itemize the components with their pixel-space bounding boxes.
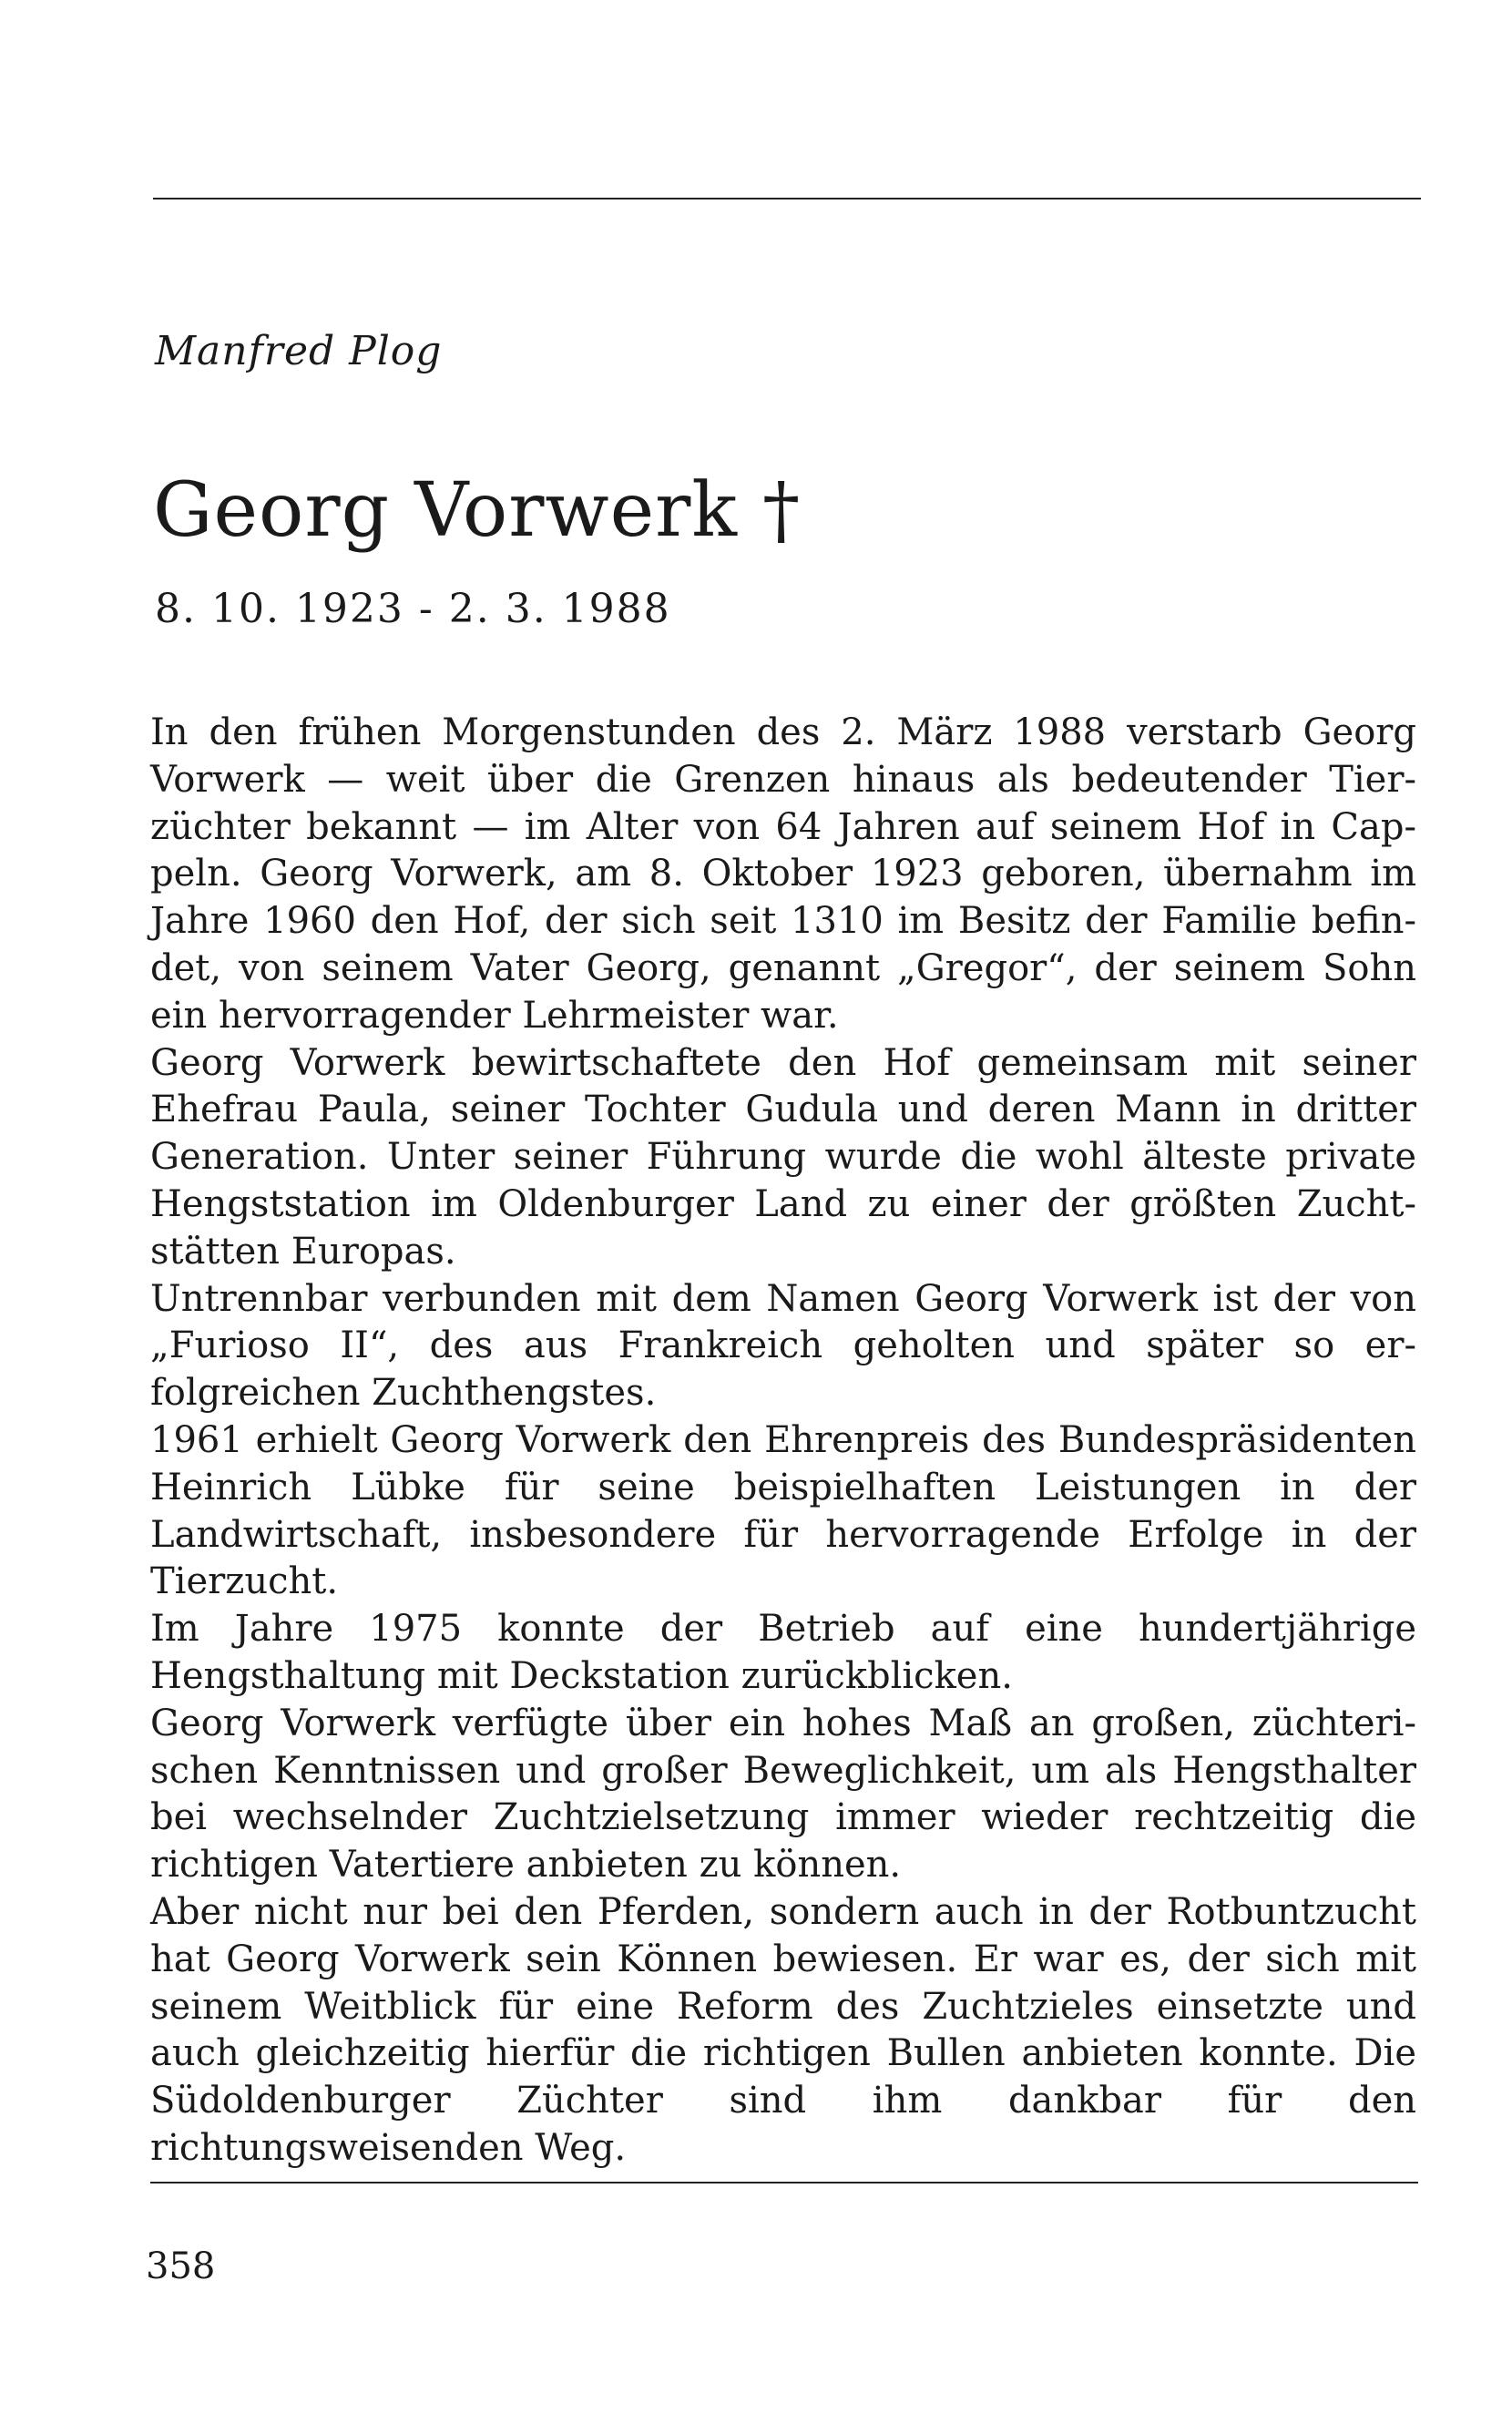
author-name: Manfred Plog — [155, 328, 443, 374]
paragraph: Untrennbar verbunden mit dem Namen Georg Vorwerk ist der von „Furioso II“, des aus Frankreich geholten und später so erfolgreichen Zuchthengstes. — [150, 1277, 1416, 1415]
article-body — [150, 710, 1416, 2173]
page-number: 358 — [146, 2245, 216, 2287]
paragraph: Im Jahre 1975 konnte der Betrieb auf eine hundertjährige Hengsthaltung mit Deckstation zurückblicken. — [150, 1608, 1416, 1697]
bottom-rule — [150, 2182, 1418, 2183]
paragraph: Aber nicht nur bei den Pferden, sondern auch in der Rotbuntzucht hat Georg Vorwerk sein Können bewiesen. Er war es, der sich mit seinem Weitblick für eine Reform des Zuchtzieles einsetzte und auch gleichzeitig hierfür die richtigen Bullen anbieten konnte. Die Südoldenburger Züchter sind ihm dankbar für den richtungsweisenden Weg. — [150, 1890, 1416, 2169]
page-title: Georg Vorwerk † — [153, 467, 802, 554]
paragraph: Georg Vorwerk bewirtschaftete den Hof gemeinsam mit seiner Ehefrau Paula, seiner Tochter Gudula und deren Mann in dritter Generation. Unter seiner Führung wurde die wohl älteste private Hengststation im Oldenburger Land zu einer der größten Zuchtstätten Europas. — [150, 1041, 1416, 1273]
paragraph: Georg Vorwerk verfügte über ein hohes Maß an großen, züchterischen Kenntnissen und großer Beweglichkeit, um als Hengsthalter bei wechselnder Zuchtzielsetzung immer wieder rechtzeitig die richtigen Vatertiere anbieten zu können. — [150, 1702, 1416, 1887]
paragraph: 1961 erhielt Georg Vorwerk den Ehrenpreis des Bundespräsidenten Heinrich Lübke für seine beispielhaften Leistungen in der Landwirtschaft, insbesondere für hervorragende Erfolge in der Tierzucht. — [150, 1418, 1416, 1603]
top-rule — [153, 198, 1421, 199]
life-dates: 8. 10. 1923 - 2. 3. 1988 — [155, 586, 671, 632]
paragraph: In den frühen Morgenstunden des 2. März 1988 verstarb Georg Vorwerk — weit über die Grenzen hinaus als bedeutender Tierzüchter bekannt — im Alter von 64 Jahren auf seinem Hof in Cappeln. Georg Vorwerk, am 8. Oktober 1923 geboren, übernahm im Jahre 1960 den Hof, der sich seit 1310 im Besitz der Familie befindet, von seinem Vater Georg, genannt „Gregor“, der seinem Sohn ein hervorragender Lehrmeister war. — [150, 711, 1416, 1037]
